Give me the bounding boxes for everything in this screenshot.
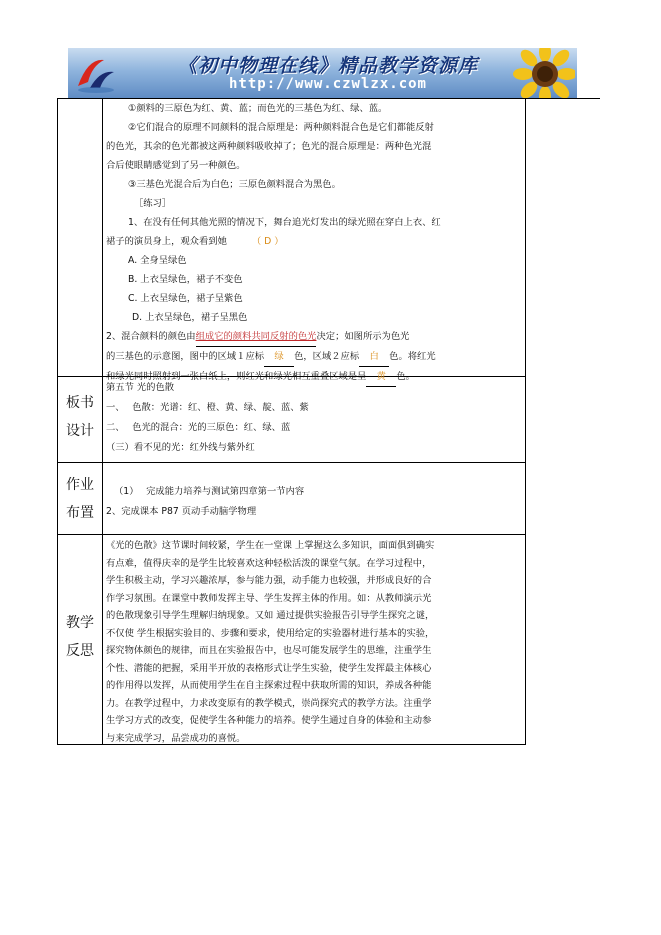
practice-heading: ［练习］ — [134, 198, 172, 209]
board-label — [58, 392, 102, 442]
reflection-line: 生学习方式的改变，促使学生各种能力的培养。使学生通过自身的体验和主动参 — [106, 715, 432, 726]
reflection-line: 的色散现象引导学生理解归纳现象。又如 通过提供实验报告引导学生探究之谜， — [106, 610, 435, 621]
answer-blank — [196, 327, 317, 347]
row-divider — [57, 462, 526, 463]
banner-title: 《初中物理在线》精品教学资源库 — [177, 55, 478, 77]
reflection-line: 不仅使 学生根据实验目的、步骤和要求，使用给定的实验器材进行基本的实验， — [106, 627, 435, 639]
reflection-line: 的作用得以发挥，从而使用学生在自主探索过程中获取所需的知识，养成各种能 — [106, 680, 432, 691]
question-1-answer: （ D ） — [251, 236, 284, 247]
label-line: 设计 — [66, 423, 94, 439]
label-line: 教学 — [66, 615, 94, 631]
option-b: B. 上衣呈绿色，裙子不变色 — [128, 274, 243, 285]
reflection-line: 探究物体颜色的规律，而且在实验报告中，也尽可能发展学生的思维，注重学生 — [106, 645, 432, 656]
text-line: 的色光，其余的色光都被这两种颜料吸收掉了；色光的混合原理是：两种色光混 — [106, 141, 432, 152]
reflection-line: 个性、潜能的把握，采用半开放的表格形式让学生实验，使学生发挥最主体核心 — [106, 662, 432, 674]
board-line: （三）看不见的光：红外线与紫外红 — [106, 442, 255, 453]
reflection-line: 与来完成学习，品尝成功的喜悦。 — [106, 732, 246, 744]
text-line: 合后使眼睛感觉到了另一种颜色。 — [106, 160, 246, 171]
header-banner — [68, 48, 577, 98]
board-line: 一、 色散：光谱：红、橙、黄、绿、靛、蓝、紫 — [106, 402, 309, 413]
option-a: A. 全身呈绿色 — [128, 255, 187, 266]
reflection-label — [58, 612, 102, 662]
homework-item: （1） 完成能力培养与测试第四章第一节内容 — [114, 486, 305, 497]
reflection-line: 有点难，值得庆幸的是学生比较喜欢这种轻松活泼的课堂气氛。在学习过程中， — [106, 557, 432, 569]
option-d: D. 上衣呈绿色，裙子呈黑色 — [132, 312, 248, 323]
label-line: 作业 — [66, 477, 94, 493]
text-line: ③三基色光混合后为白色；三原色颜料混合为黑色。 — [128, 179, 341, 190]
reflection-line: 学生积极主动，学习兴趣浓厚，参与能力强，动手能力也较强，并形成良好的合 — [106, 575, 432, 586]
table-border-right — [525, 98, 526, 745]
question-2-text: 的三基色的示意图，图中的区域１应标 — [106, 351, 265, 362]
question-2-text: 决定；如图所示为色光 — [316, 331, 410, 342]
question-1-text: 裙子的演员身上，观众看到她 — [106, 236, 227, 247]
reflection-line: 作学习氛围。在课堂中教师发挥主导、学生发挥主体的作用。如：从教师演示光 — [106, 592, 432, 604]
question-1-continued — [106, 232, 524, 251]
text-line: ②它们混合的原理不同颜料的混合原理是：两种颜料混合色是它们都能反射 — [128, 122, 434, 133]
answer-fill: 组成它的颜料共同反射的色光 — [195, 331, 317, 342]
reflection-line: 力。在教学过程中，力求改变原有的教学模式，崇尚探究式的教学方法。注重学 — [106, 697, 432, 709]
banner-url[interactable]: http://www.czwlzx.com — [228, 76, 427, 92]
board-cell — [106, 378, 524, 458]
answer-fill: 黄 — [376, 371, 386, 382]
question-2-text: 和绿光同时照射到一张白纸上，则红光和绿光相互重叠区域是呈 — [106, 371, 367, 382]
label-line: 板书 — [66, 395, 94, 411]
homework-item: 2、完成课本 P87 页动手动脑学物理 — [106, 506, 257, 517]
answer-fill: 白 — [369, 351, 379, 362]
row-divider — [57, 534, 526, 535]
question-2-line2 — [106, 347, 524, 367]
option-c: C. 上衣呈绿色，裙子呈紫色 — [128, 293, 243, 304]
column-divider — [102, 98, 103, 745]
sunflower-icon — [511, 48, 575, 98]
site-logo-icon — [74, 52, 118, 94]
homework-label — [58, 474, 102, 524]
question-2-text: 2、混合颜料的颜色由 — [106, 331, 196, 342]
text-line: ①颜料的三原色为红、黄、蓝；而色光的三基色为红、绿、蓝。 — [128, 103, 388, 114]
label-line: 布置 — [66, 505, 94, 521]
reflection-line: 《光的色散》这节课时间较紧，学生在一堂课 上掌握这么多知识，面面俱到确实 — [106, 540, 435, 551]
homework-cell — [106, 482, 524, 522]
reflection-cell — [106, 537, 524, 747]
question-2-text: 色。 — [396, 371, 415, 382]
label-line: 反思 — [66, 643, 94, 659]
question-2-text: 色。将红光 — [389, 351, 436, 362]
question-1: 1、在没有任何其他光照的情况下，舞台追光灯发出的绿光照在穿白上衣、红 — [128, 217, 441, 228]
answer-fill: 绿 — [274, 351, 284, 362]
question-2-text: 色，区域２应标 — [294, 351, 360, 362]
content-cell — [106, 99, 524, 387]
table-top-extension — [526, 98, 600, 99]
board-line: 二、 色光的混合：光的三原色：红、绿、蓝 — [106, 422, 291, 433]
board-title: 第五节 光的色散 — [106, 382, 175, 393]
question-2 — [106, 327, 524, 347]
